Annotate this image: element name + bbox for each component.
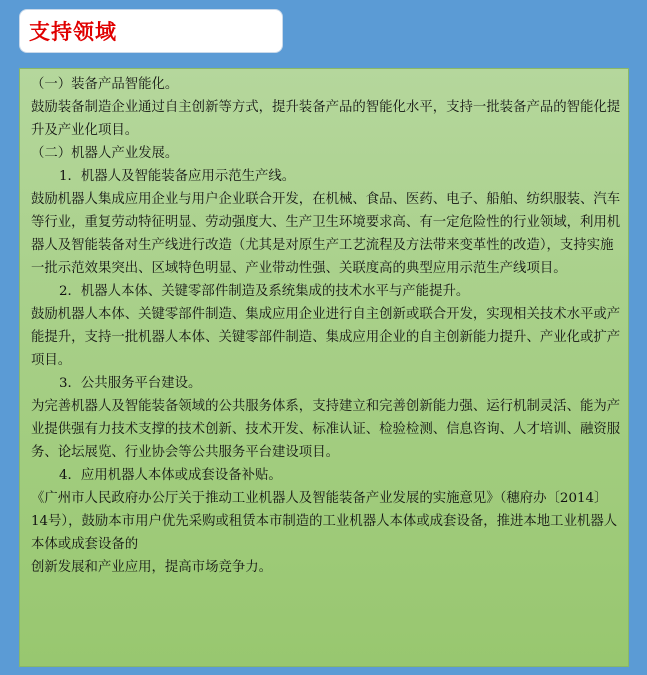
content-panel <box>19 68 629 667</box>
body-service-platform: 为完善机器人及智能装备领域的公共服务体系，支持建立和完善创新能力强、运行机制灵活、能为产业提供强有力技术支撑的技术创新、技术开发、标准认证、检验检测、信息咨询、人才培训、融资服务、论坛展览、行业协会等公共服务平台建设项目。 <box>31 399 621 460</box>
section-title: 支持领域 <box>29 18 117 44</box>
section-title-box <box>20 10 282 52</box>
body-equipment-subsidy-end: 创新发展和产业应用，提高市场竞争力。 <box>31 560 273 575</box>
body-demo-lines: 鼓励机器人集成应用企业与用户企业联合开发，在机械、食品、医药、电子、船舶、纺织服装、汽车等行业，重复劳动特征明显、劳动强度大、生产卫生环境要求高、有一定危险性的行业领域，利用机器人及智能装备对生产线进行改造（尤其是对原生产工艺流程及方法带来变革性的改造），支持实施一批示范效果突出、区域特色明显、产业带动性强、关联度高的典型应用示范生产线项目。 <box>31 192 621 276</box>
body-equipment-subsidy: 《广州市人民政府办公厅关于推动工业机器人及智能装备产业发展的实施意见》（穗府办〔2014〕14号），鼓励本市用户优先采购或租赁本市制造的工业机器人本体或成套设备，推进本地工业机器人本体或成套设备的 <box>31 491 618 552</box>
subheading-equipment-subsidy: 4．应用机器人本体或成套设备补贴。 <box>59 468 282 483</box>
heading-product-intelligence: （一）装备产品智能化。 <box>31 77 179 92</box>
subheading-service-platform: 3．公共服务平台建设。 <box>59 376 202 391</box>
subheading-demo-lines: 1．机器人及智能装备应用示范生产线。 <box>59 169 296 184</box>
body-product-intelligence: 鼓励装备制造企业通过自主创新等方式，提升装备产品的智能化水平，支持一批装备产品的智能化提升及产业化项目。 <box>31 100 621 138</box>
subheading-components: 2．机器人本体、关键零部件制造及系统集成的技术水平与产能提升。 <box>59 284 470 299</box>
body-components: 鼓励机器人本体、关键零部件制造、集成应用企业进行自主创新或联合开发，实现相关技术水平或产能提升，支持一批机器人本体、关键零部件制造、集成应用企业的自主创新能力提升、产业化或扩产项目。 <box>31 307 621 368</box>
heading-robot-industry: （二）机器人产业发展。 <box>31 146 179 161</box>
